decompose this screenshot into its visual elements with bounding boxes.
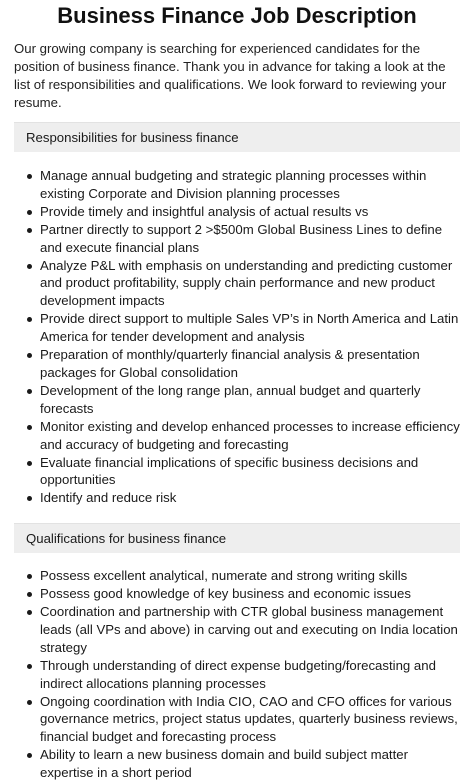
responsibilities-header-label: Responsibilities for business finance: [26, 130, 239, 145]
list-item: [14, 454, 460, 490]
list-item-text: Possess excellent analytical, numerate and strong writing skills: [40, 568, 408, 584]
bullet-icon: [27, 174, 32, 179]
list-item-text: Identify and reduce risk: [40, 490, 177, 506]
list-item-text: Preparation of monthly/quarterly financial analysis & presentation packages for Global consolidation: [40, 347, 420, 380]
bullet-icon: [27, 210, 32, 215]
list-item-text: Coordination and partnership with CTR global business management leads (all VPs and above) in carving out and executing on India location strategy: [40, 604, 458, 655]
list-item: [14, 221, 460, 257]
bullet-icon: [27, 574, 32, 579]
list-item-text: Through understanding of direct expense budgeting/forecasting and indirect allocations planning processes: [40, 657, 436, 691]
list-item: [14, 346, 460, 382]
list-item: [14, 567, 460, 585]
qualifications-header-label: Qualifications for business finance: [26, 531, 227, 547]
list-item: [14, 603, 460, 657]
intro-paragraph: Our growing company is searching for experienced candidates for the position of business finance. Thank you in advance for taking a look at the list of responsibilities and qualifications. We look forward to reviewing your resume.: [14, 41, 447, 110]
list-item: [14, 657, 460, 693]
bullet-icon: [27, 592, 32, 597]
qualifications-section-header: [14, 523, 460, 553]
qualifications-list: [14, 567, 460, 782]
list-item-text: Monitor existing and develop enhanced processes to increase efficiency and accuracy of budgeting and forecasting: [40, 418, 460, 452]
list-item: [14, 746, 460, 782]
list-item: [14, 489, 460, 507]
bullet-icon: [27, 228, 32, 233]
list-item-text: Provide timely and insightful analysis of actual results vs: [40, 203, 369, 219]
list-item: [14, 167, 460, 203]
list-item: [14, 310, 460, 346]
list-item: [14, 382, 460, 418]
list-item-text: Possess good knowledge of key business and economic issues: [40, 586, 411, 602]
bullet-icon: [27, 753, 32, 758]
list-item: [14, 418, 460, 454]
page-title: Business Finance Job Description: [57, 3, 417, 28]
list-item-text: Provide direct support to multiple Sales VP’s in North America and Latin America for tender development and analysis: [40, 311, 459, 345]
bullet-icon: [27, 664, 32, 669]
responsibilities-list: [14, 167, 460, 507]
bullet-icon: [27, 700, 32, 705]
list-item-text: Development of the long range plan, annual budget and quarterly forecasts: [40, 382, 421, 416]
list-item: [14, 203, 460, 221]
list-item-text: Analyze P&L with emphasis on understanding and predicting customer and product profitability, supply chain performance and new product development impacts: [40, 257, 453, 309]
bullet-icon: [27, 425, 32, 430]
bullet-icon: [27, 389, 32, 394]
bullet-icon: [27, 461, 32, 466]
list-item-text: Evaluate financial implications of specific business decisions and opportunities: [40, 454, 419, 488]
bullet-icon: [27, 317, 32, 322]
list-item-text: Ability to learn a new business domain and build subject matter expertise in a short period: [40, 747, 408, 781]
list-item-text: Partner directly to support 2 >$500m Global Business Lines to define and execute financial plans: [40, 221, 443, 255]
bullet-icon: [27, 353, 32, 358]
list-item-text: Ongoing coordination with India CIO, CAO and CFO offices for various governance metrics, project status updates, quarterly business reviews, financial budget and forecasting process: [40, 693, 458, 745]
responsibilities-section-header: [14, 122, 460, 152]
bullet-icon: [27, 496, 32, 501]
list-item: [14, 693, 460, 747]
bullet-icon: [27, 610, 32, 615]
list-item-text: Manage annual budgeting and strategic planning processes within existing Corporate and Division planning processes: [40, 168, 427, 201]
bullet-icon: [27, 264, 32, 269]
list-item: [14, 585, 460, 603]
list-item: [14, 257, 460, 311]
